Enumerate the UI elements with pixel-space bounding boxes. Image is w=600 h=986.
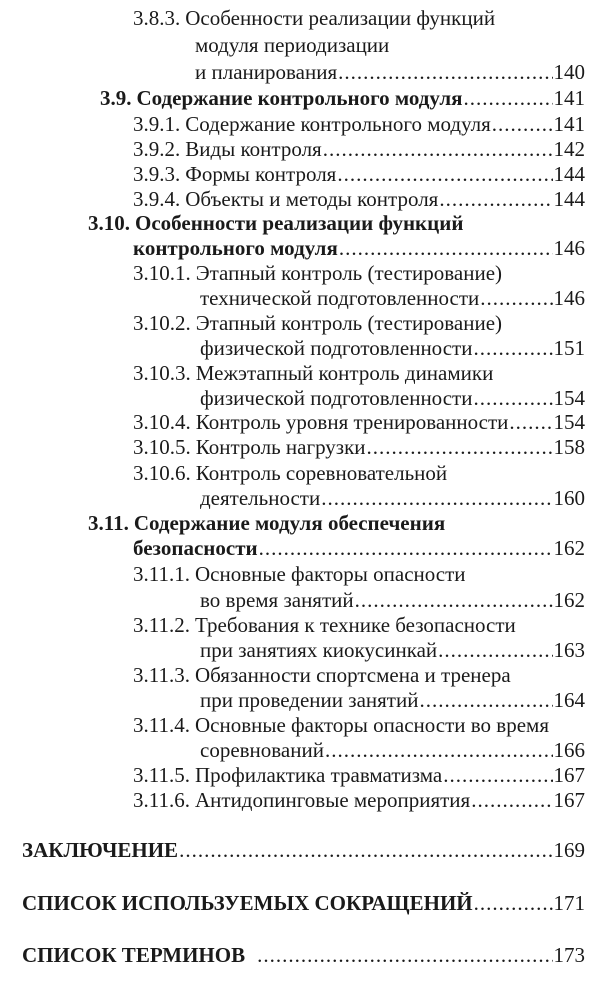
entry-title: модуля периодизации bbox=[195, 33, 390, 57]
toc-entry-3-10-3-last[interactable] bbox=[200, 386, 585, 410]
dot-leader bbox=[259, 536, 553, 560]
page-number: 141 bbox=[553, 112, 585, 136]
entry-title: Контроль нагрузки bbox=[195, 435, 366, 459]
entry-title: Содержание модуля обеспечения bbox=[133, 511, 446, 535]
dot-leader bbox=[480, 286, 552, 310]
toc-entry-3-10-6 bbox=[133, 461, 585, 485]
page-number: 166 bbox=[553, 738, 585, 762]
entry-number: 3.10.2. bbox=[133, 311, 191, 335]
page-number: 164 bbox=[553, 688, 585, 712]
dot-leader bbox=[337, 162, 552, 186]
page-number: 167 bbox=[553, 763, 585, 787]
dot-leader bbox=[443, 763, 552, 787]
toc-entry-3-10-last[interactable] bbox=[133, 236, 585, 260]
toc-entry-3-10-1-last[interactable] bbox=[200, 286, 585, 310]
entry-title: Контроль соревновательной bbox=[195, 461, 448, 485]
dot-leader bbox=[509, 410, 552, 434]
entry-number: 3.9.3. bbox=[133, 162, 181, 186]
toc-entry-3-10-4[interactable] bbox=[133, 410, 585, 434]
page-number: 158 bbox=[553, 435, 585, 459]
dot-leader bbox=[438, 638, 552, 662]
entry-number: 3.10.4. bbox=[133, 410, 191, 434]
entry-title: Основные факторы опасности bbox=[194, 562, 466, 586]
page-number: 142 bbox=[553, 137, 585, 161]
entry-number: 3.11.2. bbox=[133, 613, 190, 637]
entry-title: Объекты и методы контроля bbox=[185, 187, 439, 211]
dot-leader bbox=[321, 486, 552, 510]
toc-entry-terms[interactable] bbox=[22, 943, 585, 967]
toc-entry-3-10-2-last[interactable] bbox=[200, 336, 585, 360]
toc-entry-3-9-4[interactable] bbox=[133, 187, 585, 211]
entry-number: 3.9.2. bbox=[133, 137, 181, 161]
toc-entry-3-10 bbox=[88, 211, 585, 235]
toc-entry-3-9-2[interactable] bbox=[133, 137, 585, 161]
toc-entry-3-11 bbox=[88, 511, 585, 535]
page-number: 163 bbox=[553, 638, 585, 662]
dot-leader bbox=[367, 435, 553, 459]
dot-leader bbox=[419, 688, 552, 712]
entry-title: физической подготовленности bbox=[200, 386, 473, 410]
toc-entry-3-11-6[interactable] bbox=[133, 788, 585, 812]
toc-entry-3-8-3-cont bbox=[195, 33, 585, 57]
dot-leader bbox=[471, 788, 552, 812]
entry-number: 3.11.6. bbox=[133, 788, 190, 812]
entry-number: 3.10.1. bbox=[133, 261, 191, 285]
toc-entry-3-8-3-last[interactable] bbox=[195, 60, 585, 84]
entry-title: и планирования bbox=[195, 60, 338, 84]
dot-leader bbox=[323, 137, 553, 161]
toc-entry-abbreviations[interactable] bbox=[22, 891, 585, 915]
entry-title: деятельности bbox=[200, 486, 321, 510]
entry-title: Содержание контрольного модуля bbox=[136, 86, 463, 110]
page-number: 162 bbox=[553, 588, 585, 612]
page-number: 146 bbox=[553, 286, 585, 310]
entry-number: 3.11. bbox=[88, 511, 129, 535]
entry-title: физической подготовленности bbox=[200, 336, 473, 360]
entry-title: контрольного модуля bbox=[133, 236, 338, 260]
entry-title: Основные факторы опасности во время bbox=[194, 713, 549, 737]
entry-number: 3.9.4. bbox=[133, 187, 181, 211]
entry-title: во время занятий bbox=[200, 588, 354, 612]
entry-number: 3.11.4. bbox=[133, 713, 190, 737]
toc-entry-3-9[interactable] bbox=[100, 86, 585, 110]
entry-title: Виды контроля bbox=[185, 137, 322, 161]
entry-number: 3.9. bbox=[100, 86, 132, 110]
dot-leader bbox=[473, 386, 552, 410]
entry-title: СПИСОК ТЕРМИНОВ bbox=[22, 943, 246, 967]
entry-number: 3.9.1. bbox=[133, 112, 181, 136]
toc-entry-3-11-1-last[interactable] bbox=[200, 588, 585, 612]
toc-entry-3-11-2 bbox=[133, 613, 585, 637]
toc-entry-3-11-4 bbox=[133, 713, 585, 737]
toc-entry-3-11-3 bbox=[133, 663, 585, 687]
page-number: 167 bbox=[553, 788, 585, 812]
dot-leader bbox=[473, 336, 552, 360]
entry-title: Этапный контроль (тестирование) bbox=[195, 311, 503, 335]
page-number: 151 bbox=[553, 336, 585, 360]
entry-title: СПИСОК ИСПОЛЬЗУЕМЫХ СОКРАЩЕНИЙ bbox=[22, 891, 473, 915]
entry-number: 3.11.3. bbox=[133, 663, 190, 687]
dot-leader bbox=[474, 891, 553, 915]
toc-entry-3-11-5[interactable] bbox=[133, 763, 585, 787]
entry-title: Профилактика травматизма bbox=[194, 763, 443, 787]
entry-title: соревнований bbox=[200, 738, 324, 762]
toc-entry-3-9-1[interactable] bbox=[133, 112, 585, 136]
page-number: 144 bbox=[553, 162, 585, 186]
dot-leader bbox=[339, 236, 553, 260]
entry-title: Формы контроля bbox=[185, 162, 337, 186]
entry-title: Антидопинговые мероприятия bbox=[194, 788, 471, 812]
page-number: 146 bbox=[553, 236, 585, 260]
entry-title: Особенности реализации функций bbox=[185, 6, 496, 30]
page-number: 160 bbox=[553, 486, 585, 510]
page-number: 162 bbox=[553, 536, 585, 560]
entry-title: ЗАКЛЮЧЕНИЕ bbox=[22, 838, 179, 862]
entry-number: 3.11.5. bbox=[133, 763, 190, 787]
toc-entry-3-11-1 bbox=[133, 562, 585, 586]
dot-leader bbox=[439, 187, 552, 211]
dot-leader bbox=[257, 943, 552, 967]
toc-entry-3-10-2 bbox=[133, 311, 585, 335]
entry-title: Обязанности спортсмена и тренера bbox=[194, 663, 511, 687]
dot-leader bbox=[179, 838, 552, 862]
entry-title: Содержание контрольного модуля bbox=[185, 112, 491, 136]
dot-leader bbox=[325, 738, 553, 762]
entry-title: при занятиях киокусинкай bbox=[200, 638, 438, 662]
page-number: 154 bbox=[553, 386, 585, 410]
entry-title: Особенности реализации функций bbox=[135, 211, 464, 235]
entry-number: 3.11.1. bbox=[133, 562, 190, 586]
page-number: 141 bbox=[553, 86, 585, 110]
page-number: 140 bbox=[553, 60, 585, 84]
entry-title: при проведении занятий bbox=[200, 688, 419, 712]
toc-entry-3-11-3-last[interactable] bbox=[200, 688, 585, 712]
toc-entry-3-10-6-last[interactable] bbox=[200, 486, 585, 510]
entry-number: 3.10.3. bbox=[133, 361, 191, 385]
entry-title: технической подготовленности bbox=[200, 286, 480, 310]
toc-entry-3-9-3[interactable] bbox=[133, 162, 585, 186]
page-number: 144 bbox=[553, 187, 585, 211]
entry-number: 3.10.5. bbox=[133, 435, 191, 459]
page-number: 171 bbox=[553, 891, 585, 915]
toc-entry-3-11-4-last[interactable] bbox=[200, 738, 585, 762]
page-number: 173 bbox=[553, 943, 585, 967]
entry-number: 3.10.6. bbox=[133, 461, 191, 485]
entry-title: Контроль уровня тренированности bbox=[195, 410, 509, 434]
toc-entry-conclusion[interactable] bbox=[22, 838, 585, 862]
dot-leader bbox=[355, 588, 553, 612]
dot-leader bbox=[492, 112, 553, 136]
toc-entry-3-10-1 bbox=[133, 261, 585, 285]
entry-title: Требования к технике безопасности bbox=[194, 613, 516, 637]
dot-leader bbox=[464, 86, 553, 110]
toc-entry-3-11-2-last[interactable] bbox=[200, 638, 585, 662]
toc-entry-3-10-3 bbox=[133, 361, 585, 385]
page-number: 154 bbox=[553, 410, 585, 434]
entry-number: 3.10. bbox=[88, 211, 130, 235]
entry-title: безопасности bbox=[133, 536, 258, 560]
entry-number: 3.8.3. bbox=[133, 6, 181, 30]
toc-entry-3-11-last[interactable] bbox=[133, 536, 585, 560]
toc-entry-3-8-3 bbox=[133, 6, 585, 30]
entry-title: Этапный контроль (тестирование) bbox=[195, 261, 503, 285]
toc-entry-3-10-5[interactable] bbox=[133, 435, 585, 459]
page-number: 169 bbox=[553, 838, 585, 862]
entry-title: Межэтапный контроль динамики bbox=[195, 361, 494, 385]
dot-leader bbox=[338, 60, 552, 84]
